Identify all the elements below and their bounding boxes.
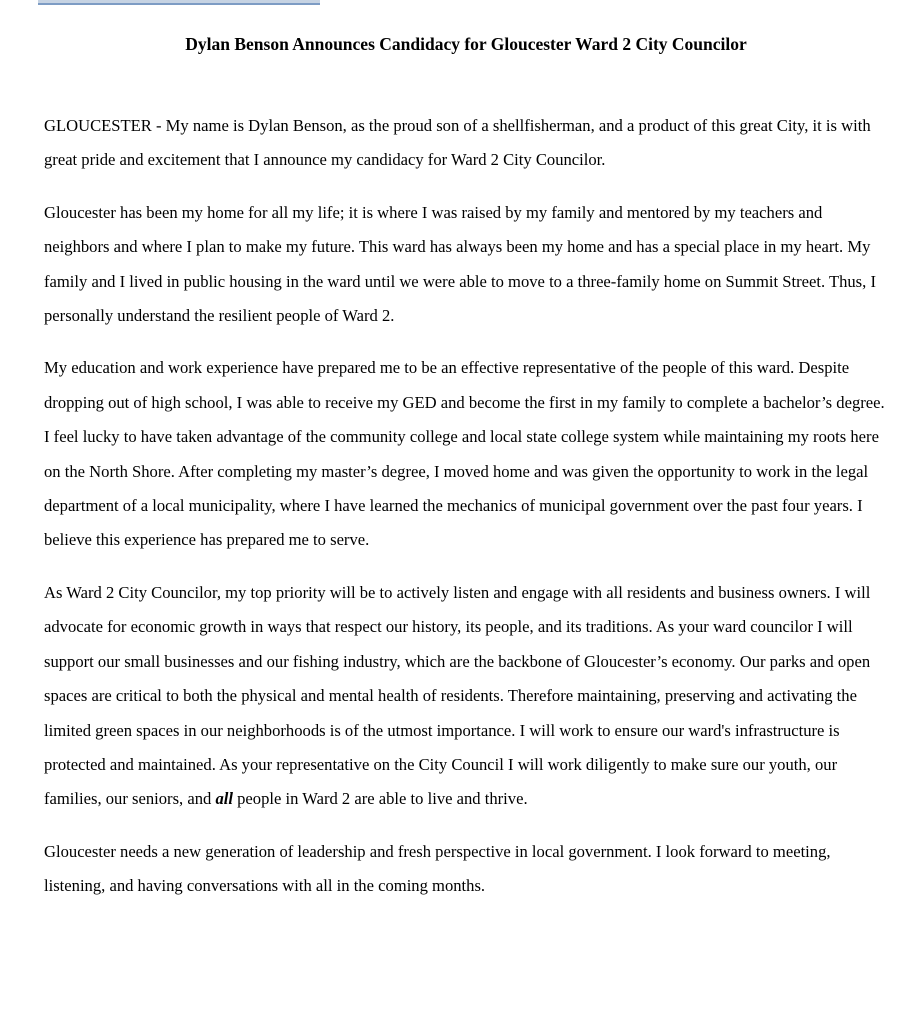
text-run: GLOUCESTER - My name is Dylan Benson, as the proud son of a shellfisherman, and a product of this great City, it is with great pride and excitement that I announce my candidacy for Ward 2 City Councilor. [44,116,871,170]
text-run: Gloucester has been my home for all my life; it is where I was raised by my family and mentored by my teachers and neighbors and where I plan to make my future. This ward has always been my home and has a special place in my heart. My family and I lived in public housing in the ward until we were able to move to a three-family home on Summit Street. Thus, I personally understand the resilient people of Ward 2. [44,202,876,326]
clipped-hyperlink[interactable] [38,0,320,5]
paragraph [44,835,888,904]
text-run: people in Ward 2 are able to live and thrive. [232,789,528,809]
text-run: My education and work experience have prepared me to be an effective representative of the people of this ward. Despite dropping out of high school, I was able to receive my GED and become the first in my family to complete a bachelor’s degree. I feel lucky to have taken advantage of the community college and local state college system while maintaining my roots here on the North Shore. After completing my master’s degree, I moved home and was given the opportunity to work in the legal department of a local municipality, where I have learned the mechanics of municipal government over the past four years. I believe this experience has prepared me to serve. [44,358,885,550]
document-page [0,31,901,952]
document-body [44,109,888,904]
text-run: Gloucester needs a new generation of leadership and fresh perspective in local government. I look forward to meeting, listening, and having conversations with all in the coming months. [44,841,831,896]
text-run: As Ward 2 City Councilor, my top priority will be to actively listen and engage with all residents and business owners. I will advocate for economic growth in ways that respect our history, its people, and its traditions. As your ward councilor I will support our small businesses and our fishing industry, which are the backbone of Gloucester’s economy. Our parks and open spaces are critical to both the physical and mental health of residents. Therefore maintaining, preserving and activating the limited green spaces in our neighborhoods is of the utmost importance. I will work to ensure our ward's infrastructure is protected and maintained. As your representative on the City Council I will work diligently to make sure our youth, our families, our seniors, and [44,582,871,809]
paragraph [44,196,888,334]
clipped-hyperlink-underline [38,3,320,5]
paragraph [44,109,888,178]
paragraph [44,351,888,557]
document-title: Dylan Benson Announces Candidacy for Gloucester Ward 2 City Councilor [185,34,747,54]
paragraph [44,576,888,817]
text-run: all [215,789,233,809]
